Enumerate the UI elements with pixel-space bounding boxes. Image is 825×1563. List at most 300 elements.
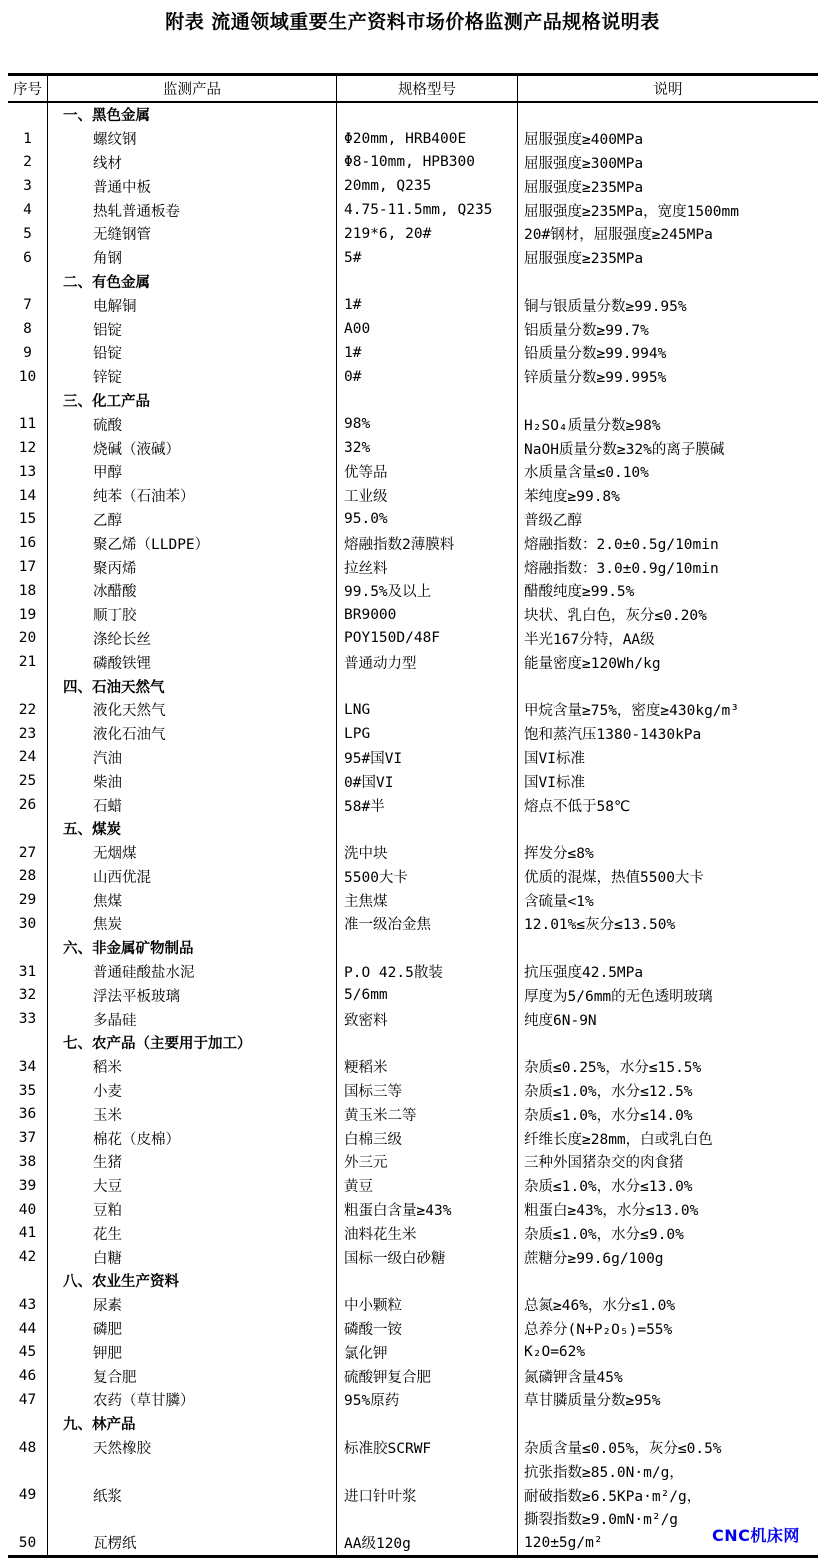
product-name: 液化石油气	[48, 722, 337, 746]
desc-cell: H₂SO₄质量分数≥98%	[524, 417, 661, 434]
spec-cell: 32%	[337, 436, 518, 460]
spec-cell: 普通动力型	[337, 650, 518, 674]
spec-cell	[337, 103, 518, 127]
category-label: 四、石油天然气	[48, 674, 337, 698]
table-row	[8, 412, 818, 436]
spec-cell	[337, 270, 518, 294]
row-num	[8, 817, 48, 841]
row-num: 29	[8, 888, 48, 912]
desc-cell: 抗张指数≥85.0N·m/g，	[524, 1464, 684, 1481]
table-row	[8, 1531, 818, 1555]
table-row	[8, 793, 818, 817]
desc-cell: 120±5g/m²	[524, 1534, 603, 1551]
desc-cell: 铝质量分数≥99.7%	[524, 322, 649, 339]
desc-cell: 三种外国猪杂交的肉食猪	[524, 1155, 684, 1172]
product-name: 顺丁胶	[48, 603, 337, 627]
desc-cell	[518, 103, 818, 127]
product-name: 普通硅酸盐水泥	[48, 960, 337, 984]
row-num	[8, 1031, 48, 1055]
table-row	[8, 198, 818, 222]
desc-cell: 屈服强度≥235MPa，宽度1500mm	[524, 203, 739, 220]
product-name: 稻米	[48, 1055, 337, 1079]
desc-cell: 杂质≤1.0%，水分≤9.0%	[524, 1226, 684, 1243]
spec-cell: 标准胶SCRWF	[337, 1436, 518, 1460]
table-row	[8, 579, 818, 603]
row-num: 1	[8, 127, 48, 151]
category-label: 二、有色金属	[48, 270, 337, 294]
spec-cell: 主焦煤	[337, 888, 518, 912]
product-name: 无烟煤	[48, 841, 337, 865]
table-row	[8, 722, 818, 746]
table-row	[8, 603, 818, 627]
spec-cell: 优等品	[337, 460, 518, 484]
table-row	[8, 1459, 818, 1483]
spec-cell: 工业级	[337, 484, 518, 508]
desc-cell: 抗压强度42.5MPa	[524, 965, 644, 982]
row-num	[8, 103, 48, 127]
spec-cell: Φ8-10mm, HPB300	[337, 151, 518, 175]
row-num: 31	[8, 960, 48, 984]
desc-cell: 厚度为5/6mm的无色透明玻璃	[524, 988, 713, 1005]
spec-cell: 粳稻米	[337, 1055, 518, 1079]
row-num: 39	[8, 1174, 48, 1198]
table-row	[8, 317, 818, 341]
product-name: 聚乙烯（LLDPE）	[48, 531, 337, 555]
category-label: 八、农业生产资料	[48, 1269, 337, 1293]
row-num: 3	[8, 174, 48, 198]
desc-cell: 纤维长度≥28mm，白或乳白色	[524, 1131, 713, 1148]
row-num	[8, 936, 48, 960]
desc-cell: 20#钢材，屈服强度≥245MPa	[524, 227, 713, 244]
table-row	[8, 698, 818, 722]
spec-cell	[337, 1031, 518, 1055]
desc-cell: 国VI标准	[524, 774, 585, 791]
product-name: 涤纶长丝	[48, 627, 337, 651]
spec-cell: 5#	[337, 246, 518, 270]
product-name: 石蜡	[48, 793, 337, 817]
header-monitored-product: 监测产品	[48, 76, 337, 101]
row-num: 32	[8, 983, 48, 1007]
product-name: 复合肥	[48, 1364, 337, 1388]
category-label: 三、化工产品	[48, 389, 337, 413]
spec-cell: 氯化钾	[337, 1340, 518, 1364]
table-row	[8, 1364, 818, 1388]
table-row	[8, 174, 818, 198]
table-row	[8, 746, 818, 770]
spec-cell: 99.5%及以上	[337, 579, 518, 603]
desc-cell: K₂O=62%	[524, 1344, 586, 1361]
desc-cell: 甲烷含量≥75%，密度≥430kg/m³	[524, 703, 739, 720]
desc-cell: 杂质≤1.0%，水分≤14.0%	[524, 1107, 693, 1124]
spec-cell	[337, 1412, 518, 1436]
row-num: 42	[8, 1245, 48, 1269]
table-row	[8, 246, 818, 270]
spec-cell: 准一级冶金焦	[337, 912, 518, 936]
product-name: 纯苯（石油苯）	[48, 484, 337, 508]
row-num: 33	[8, 1007, 48, 1031]
table-row	[8, 1126, 818, 1150]
product-name: 汽油	[48, 746, 337, 770]
row-num: 12	[8, 436, 48, 460]
spec-cell: 20mm, Q235	[337, 174, 518, 198]
category-row	[8, 1412, 818, 1436]
category-label: 七、农产品（主要用于加工）	[48, 1031, 337, 1055]
table-row	[8, 1007, 818, 1031]
row-num: 40	[8, 1198, 48, 1222]
spec-cell: LPG	[337, 722, 518, 746]
table-row	[8, 1340, 818, 1364]
table-row	[8, 960, 818, 984]
spec-table	[8, 73, 818, 1558]
spec-cell: 98%	[337, 412, 518, 436]
spec-cell: 5500大卡	[337, 865, 518, 889]
desc-cell: 总养分(N+P₂O₅)=55%	[524, 1322, 673, 1339]
row-num: 17	[8, 555, 48, 579]
table-row	[8, 1174, 818, 1198]
row-num: 16	[8, 531, 48, 555]
row-num: 11	[8, 412, 48, 436]
table-row	[8, 1293, 818, 1317]
row-num: 43	[8, 1293, 48, 1317]
product-name: 冰醋酸	[48, 579, 337, 603]
row-num: 25	[8, 769, 48, 793]
category-label: 五、煤炭	[48, 817, 337, 841]
table-row	[8, 627, 818, 651]
row-num: 8	[8, 317, 48, 341]
table-row	[8, 1483, 818, 1507]
spec-cell: 95%原药	[337, 1388, 518, 1412]
header-serial-number: 序号	[8, 76, 48, 101]
spec-cell: 磷酸一铵	[337, 1317, 518, 1341]
row-num: 47	[8, 1388, 48, 1412]
table-row	[8, 1150, 818, 1174]
product-name: 铅锭	[48, 341, 337, 365]
product-name: 锌锭	[48, 365, 337, 389]
category-label: 一、黑色金属	[48, 103, 337, 127]
desc-cell	[518, 270, 818, 294]
table-row	[8, 1055, 818, 1079]
spec-cell	[337, 389, 518, 413]
row-num	[8, 674, 48, 698]
product-name: 焦煤	[48, 888, 337, 912]
desc-cell: 醋酸纯度≥99.5%	[524, 584, 635, 601]
product-name: 纸浆	[48, 1483, 337, 1507]
product-name: 无缝钢管	[48, 222, 337, 246]
row-num	[8, 1412, 48, 1436]
category-row	[8, 389, 818, 413]
product-name: 花生	[48, 1221, 337, 1245]
desc-cell	[518, 1269, 818, 1293]
product-name	[48, 1507, 337, 1531]
desc-cell: 12.01%≤灰分≤13.50%	[524, 917, 676, 934]
desc-cell: 熔点不低于58℃	[524, 798, 631, 815]
table-row	[8, 531, 818, 555]
product-name: 角钢	[48, 246, 337, 270]
row-num: 21	[8, 650, 48, 674]
desc-cell	[518, 936, 818, 960]
product-name: 铝锭	[48, 317, 337, 341]
table-row	[8, 1245, 818, 1269]
table-row	[8, 151, 818, 175]
spec-cell: 油料花生米	[337, 1221, 518, 1245]
product-name: 电解铜	[48, 293, 337, 317]
row-num: 24	[8, 746, 48, 770]
spec-cell: 1#	[337, 341, 518, 365]
header-description: 说明	[653, 82, 683, 98]
row-num: 48	[8, 1436, 48, 1460]
spec-cell: 洗中块	[337, 841, 518, 865]
desc-cell: 锌质量分数≥99.995%	[524, 370, 667, 387]
table-row	[8, 1317, 818, 1341]
row-num: 36	[8, 1102, 48, 1126]
product-name: 焦炭	[48, 912, 337, 936]
spec-cell: 95.0%	[337, 508, 518, 532]
row-num: 19	[8, 603, 48, 627]
product-name: 磷肥	[48, 1317, 337, 1341]
spec-cell	[337, 1459, 518, 1483]
spec-cell: 黄玉米二等	[337, 1102, 518, 1126]
product-name: 白糖	[48, 1245, 337, 1269]
spec-cell: 5/6mm	[337, 983, 518, 1007]
row-num: 44	[8, 1317, 48, 1341]
product-name: 小麦	[48, 1079, 337, 1103]
table-row	[8, 1102, 818, 1126]
desc-cell: NaOH质量分数≥32%的离子膜碱	[524, 441, 725, 458]
desc-cell: 能量密度≥120Wh/kg	[524, 655, 661, 672]
desc-cell: 熔融指数：2.0±0.5g/10min	[524, 536, 719, 553]
spec-cell: 0#国VI	[337, 769, 518, 793]
product-name: 甲醇	[48, 460, 337, 484]
desc-cell: 耐破指数≥6.5KPa·m²/g，	[524, 1488, 702, 1505]
desc-cell: 块状、乳白色，灰分≤0.20%	[524, 608, 707, 625]
desc-cell: 挥发分≤8%	[524, 846, 594, 863]
spec-cell: 1#	[337, 293, 518, 317]
page-title: 附表 流通领域重要生产资料市场价格监测产品规格说明表	[165, 11, 660, 33]
row-num: 37	[8, 1126, 48, 1150]
spec-cell: 国标三等	[337, 1079, 518, 1103]
spec-cell: 硫酸钾复合肥	[337, 1364, 518, 1388]
desc-cell: 粗蛋白≥43%，水分≤13.0%	[524, 1203, 699, 1220]
row-num: 46	[8, 1364, 48, 1388]
product-name: 尿素	[48, 1293, 337, 1317]
product-name	[48, 1459, 337, 1483]
desc-cell: 杂质≤1.0%，水分≤12.5%	[524, 1084, 693, 1101]
spec-cell: 粗蛋白含量≥43%	[337, 1198, 518, 1222]
row-num: 7	[8, 293, 48, 317]
row-num: 35	[8, 1079, 48, 1103]
table-header-row	[8, 76, 818, 103]
category-label: 九、林产品	[48, 1412, 337, 1436]
product-name: 螺纹钢	[48, 127, 337, 151]
row-num: 20	[8, 627, 48, 651]
desc-cell: 撕裂指数≥9.0mN·m²/g	[524, 1512, 679, 1529]
product-name: 烧碱（液碱）	[48, 436, 337, 460]
product-name: 农药（草甘膦）	[48, 1388, 337, 1412]
desc-cell	[518, 817, 818, 841]
table-row	[8, 555, 818, 579]
desc-cell	[518, 674, 818, 698]
spec-cell: 拉丝料	[337, 555, 518, 579]
spec-cell: 95#国VI	[337, 746, 518, 770]
spec-cell: 致密料	[337, 1007, 518, 1031]
table-row	[8, 841, 818, 865]
row-num: 34	[8, 1055, 48, 1079]
table-row	[8, 912, 818, 936]
product-name: 浮法平板玻璃	[48, 983, 337, 1007]
desc-cell: 熔融指数：3.0±0.9g/10min	[524, 560, 719, 577]
product-name: 钾肥	[48, 1340, 337, 1364]
desc-cell	[518, 389, 818, 413]
table-row	[8, 484, 818, 508]
desc-cell: 总氮≥46%，水分≤1.0%	[524, 1298, 676, 1315]
table-row	[8, 1079, 818, 1103]
table-row	[8, 888, 818, 912]
row-num: 15	[8, 508, 48, 532]
row-num: 30	[8, 912, 48, 936]
spec-cell: 58#半	[337, 793, 518, 817]
row-num	[8, 1507, 48, 1531]
desc-cell: 杂质≤0.25%，水分≤15.5%	[524, 1060, 702, 1077]
spec-cell	[337, 674, 518, 698]
category-label: 六、非金属矿物制品	[48, 936, 337, 960]
desc-cell	[518, 1412, 818, 1436]
desc-cell: 屈服强度≥235MPa	[524, 251, 644, 268]
spec-cell: P.O 42.5散装	[337, 960, 518, 984]
category-row	[8, 1031, 818, 1055]
product-name: 玉米	[48, 1102, 337, 1126]
product-name: 瓦楞纸	[48, 1531, 337, 1555]
row-num	[8, 1269, 48, 1293]
spec-cell	[337, 936, 518, 960]
spec-cell: A00	[337, 317, 518, 341]
spec-cell: 0#	[337, 365, 518, 389]
table-body	[8, 103, 818, 1555]
spec-cell: 中小颗粒	[337, 1293, 518, 1317]
table-row	[8, 508, 818, 532]
row-num: 45	[8, 1340, 48, 1364]
table-row	[8, 865, 818, 889]
desc-cell: 屈服强度≥235MPa	[524, 179, 644, 196]
product-name: 乙醇	[48, 508, 337, 532]
spec-cell: 外三元	[337, 1150, 518, 1174]
product-name: 大豆	[48, 1174, 337, 1198]
desc-cell: 苯纯度≥99.8%	[524, 489, 620, 506]
row-num: 38	[8, 1150, 48, 1174]
spec-cell: 219*6, 20#	[337, 222, 518, 246]
row-num	[8, 1459, 48, 1483]
category-row	[8, 270, 818, 294]
table-row	[8, 1198, 818, 1222]
category-row	[8, 674, 818, 698]
row-num: 6	[8, 246, 48, 270]
table-row	[8, 769, 818, 793]
desc-cell: 草甘膦质量分数≥95%	[524, 1393, 661, 1410]
category-row	[8, 817, 818, 841]
desc-cell: 铅质量分数≥99.994%	[524, 346, 667, 363]
row-num: 5	[8, 222, 48, 246]
spec-cell: POY150D/48F	[337, 627, 518, 651]
desc-cell: 铜与银质量分数≥99.95%	[524, 298, 687, 315]
spec-cell: AA级120g	[337, 1531, 518, 1555]
row-num: 22	[8, 698, 48, 722]
product-name: 多晶硅	[48, 1007, 337, 1031]
desc-cell: 半光167分特，AA级	[524, 631, 655, 648]
row-num: 49	[8, 1483, 48, 1507]
product-name: 天然橡胶	[48, 1436, 337, 1460]
row-num	[8, 270, 48, 294]
category-row	[8, 1269, 818, 1293]
row-num: 9	[8, 341, 48, 365]
table-row	[8, 1221, 818, 1245]
row-num: 14	[8, 484, 48, 508]
category-row	[8, 936, 818, 960]
spec-cell: 国标一级白砂糖	[337, 1245, 518, 1269]
desc-cell: 杂质≤1.0%，水分≤13.0%	[524, 1179, 693, 1196]
spec-cell: 4.75-11.5mm, Q235	[337, 198, 518, 222]
row-num: 2	[8, 151, 48, 175]
desc-cell: 杂质含量≤0.05%，灰分≤0.5%	[524, 1441, 722, 1458]
row-num: 18	[8, 579, 48, 603]
row-num: 23	[8, 722, 48, 746]
row-num: 28	[8, 865, 48, 889]
table-row	[8, 983, 818, 1007]
table-row	[8, 293, 818, 317]
desc-cell: 蔗糖分≥99.6g/100g	[524, 1250, 664, 1267]
spec-cell	[337, 1507, 518, 1531]
table-row	[8, 650, 818, 674]
desc-cell: 优质的混煤，热值5500大卡	[524, 869, 704, 886]
desc-cell	[518, 1031, 818, 1055]
row-num	[8, 389, 48, 413]
table-row	[8, 1388, 818, 1412]
row-num: 27	[8, 841, 48, 865]
row-num: 41	[8, 1221, 48, 1245]
table-row	[8, 365, 818, 389]
table-row	[8, 341, 818, 365]
category-row	[8, 103, 818, 127]
spec-cell: Φ20mm, HRB400E	[337, 127, 518, 151]
desc-cell: 氮磷钾含量45%	[524, 1369, 623, 1386]
spec-cell: 白棉三级	[337, 1126, 518, 1150]
product-name: 热轧普通板卷	[48, 198, 337, 222]
desc-cell: 屈服强度≥300MPa	[524, 155, 644, 172]
table-row	[8, 1436, 818, 1460]
desc-cell: 纯度6N-9N	[524, 1012, 597, 1029]
desc-cell: 国VI标准	[524, 750, 585, 767]
spec-cell: BR9000	[337, 603, 518, 627]
row-num: 13	[8, 460, 48, 484]
product-name: 柴油	[48, 769, 337, 793]
desc-cell: 水质量含量≤0.10%	[524, 465, 649, 482]
watermark-cnc: CNC机床网	[712, 1526, 800, 1545]
spec-cell: 熔融指数2薄膜料	[337, 531, 518, 555]
header-spec-model: 规格型号	[337, 76, 518, 101]
table-row	[8, 460, 818, 484]
product-name: 硫酸	[48, 412, 337, 436]
product-name: 生猪	[48, 1150, 337, 1174]
table-row	[8, 436, 818, 460]
desc-cell: 屈服强度≥400MPa	[524, 132, 644, 149]
product-name: 液化天然气	[48, 698, 337, 722]
desc-cell: 普级乙醇	[524, 512, 582, 529]
spec-cell	[337, 1269, 518, 1293]
table-row	[8, 1507, 818, 1531]
row-num: 10	[8, 365, 48, 389]
spec-cell	[337, 817, 518, 841]
table-row	[8, 222, 818, 246]
spec-cell: 黄豆	[337, 1174, 518, 1198]
spec-cell: LNG	[337, 698, 518, 722]
